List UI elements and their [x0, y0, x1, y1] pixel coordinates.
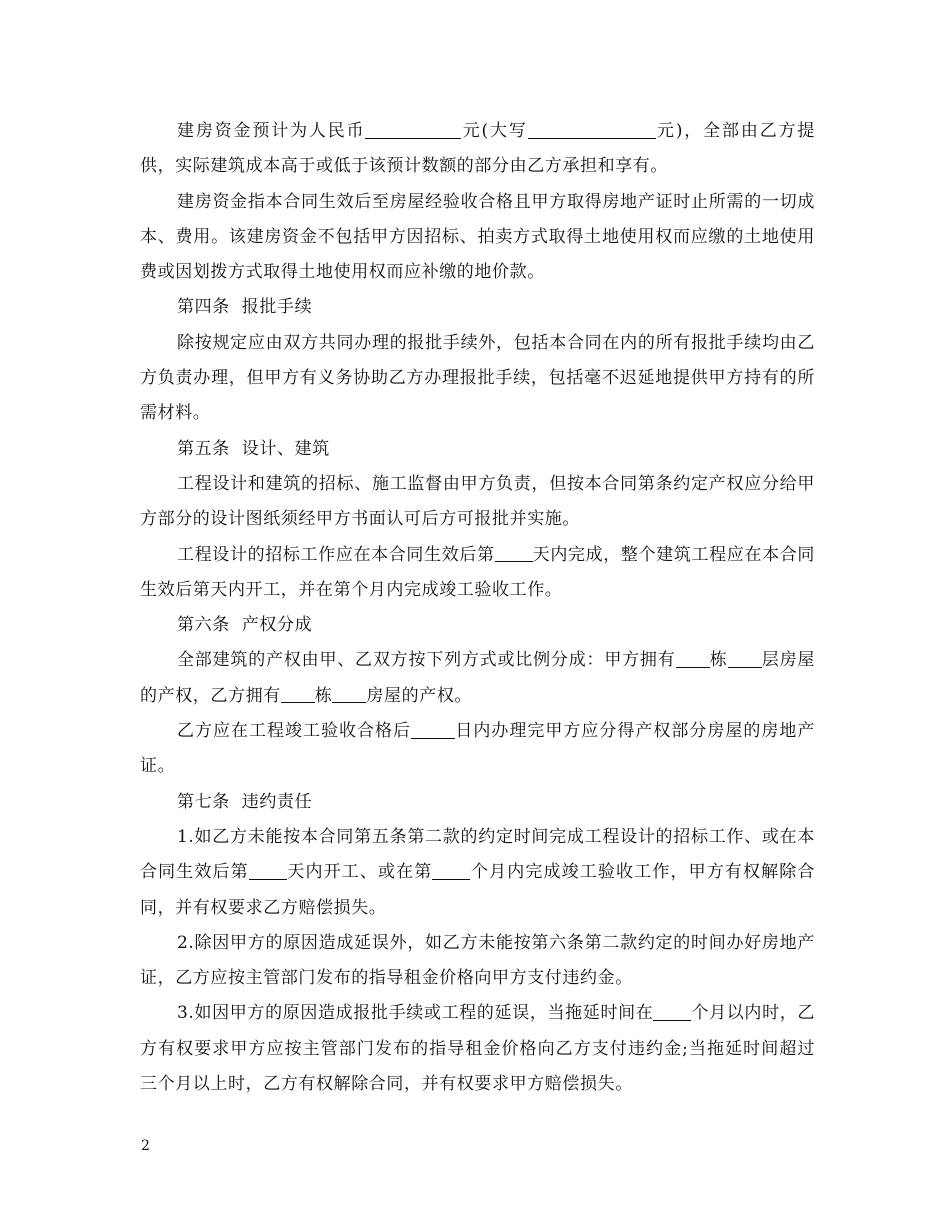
paragraph-text: 个月内完成竣工验收工作，甲方有权解除合同，并有权要求乙方赔偿损失。 [140, 862, 815, 918]
paragraph-text: 建房资金指本合同生效后至房屋经验收合格且甲方取得房地产证时止所需的一切成本、费用。该建房资金不包括甲方因招标、拍卖方式取得土地使用权而应缴的土地使用费或因划拨方式取得土地使用权而应补缴的地价款。 [140, 191, 815, 283]
body-paragraph [140, 714, 815, 785]
fill-in-blank [432, 861, 470, 880]
body-paragraph [140, 114, 815, 185]
fill-in-blank [365, 120, 461, 139]
paragraph-text: 第四条 报批手续 [177, 297, 313, 318]
paragraph-text: 日内办理完甲方应分得产权部分房屋的房地产证。 [140, 721, 815, 777]
body-paragraph [140, 538, 815, 609]
body-paragraph [140, 820, 815, 926]
fill-in-blank [332, 684, 366, 703]
page-number: 2 [141, 1138, 150, 1154]
paragraph-text: 第七条 违约责任 [177, 791, 313, 812]
fill-in-blank [653, 1002, 691, 1021]
document-body [140, 114, 815, 1102]
fill-in-blank [676, 649, 710, 668]
paragraph-text: 元)，全部由乙方提供，实际建筑成本高于或低于该预计数额的部分由乙方承担和享有。 [140, 121, 815, 177]
paragraph-text: 个月以内时，乙方有权要求甲方应按主管部门发布的指导租金价格向乙方支付违约金;当拖延时间超过三个月以上时，乙方有权解除合同，并有权要求甲方赔偿损失。 [140, 1003, 815, 1095]
paragraph-text: 3.如因甲方的原因造成报批手续或工程的延误，当拖延时间在 [177, 1003, 654, 1024]
paragraph-text: 元(大写 [461, 121, 528, 141]
body-paragraph [140, 326, 815, 432]
paragraph-text: 工程设计的招标工作应在本合同生效后第 [177, 544, 495, 565]
body-paragraph [140, 643, 815, 714]
body-paragraph [140, 467, 815, 538]
paragraph-text: 房屋的产权。 [366, 685, 473, 706]
body-paragraph [140, 926, 815, 997]
paragraph-text: 第六条 产权分成 [177, 615, 313, 636]
paragraph-text: 天内开工、或在第 [286, 862, 433, 883]
fill-in-blank [528, 120, 656, 139]
body-paragraph [140, 996, 815, 1102]
paragraph-text: 工程设计和建筑的招标、施工监督由甲方负责，但按本合同第条约定产权应分给甲方部分的设计图纸须经甲方书面认可后方可报批并实施。 [140, 473, 815, 530]
fill-in-blank [495, 543, 533, 562]
paragraph-text: 天内完成，整个建筑工程应在本合同生效后第天内开工，并在第个月内完成竣工验收工作。 [140, 544, 815, 600]
fill-in-blank [281, 684, 315, 703]
paragraph-text: 建房资金预计为人民币 [177, 121, 366, 141]
paragraph-text: 1.如乙方未能按本合同第五条第二款的约定时间完成工程设计的招标工作、或在本合同生效后第 [140, 826, 815, 883]
paragraph-text: 第五条 设计、建筑 [177, 438, 330, 459]
paragraph-text: 2.除因甲方的原因造成延误外，如乙方未能按第六条第二款约定的时间办好房地产证，乙方应按主管部门发布的指导租金价格向甲方支付违约金。 [140, 932, 815, 989]
paragraph-text: 乙方应在工程竣工验收合格后 [177, 721, 411, 742]
paragraph-text: 栋 [709, 650, 728, 671]
section-heading [140, 432, 815, 467]
fill-in-blank [411, 720, 455, 739]
paragraph-text: 栋 [314, 685, 333, 706]
paragraph-text: 全部建筑的产权由甲、乙双方按下列方式或比例分成：甲方拥有 [177, 650, 676, 671]
section-heading [140, 290, 815, 325]
body-paragraph [140, 185, 815, 291]
paragraph-text: 除按规定应由双方共同办理的报批手续外，包括本合同在内的所有报批手续均由乙方负责办理，但甲方有义务协助乙方办理报批手续，包括毫不迟延地提供甲方持有的所需材料。 [140, 332, 815, 424]
section-heading [140, 608, 815, 643]
fill-in-blank [728, 649, 762, 668]
fill-in-blank [249, 861, 287, 880]
section-heading [140, 785, 815, 820]
paragraph-text: 层房屋的产权，乙方拥有 [140, 650, 815, 706]
